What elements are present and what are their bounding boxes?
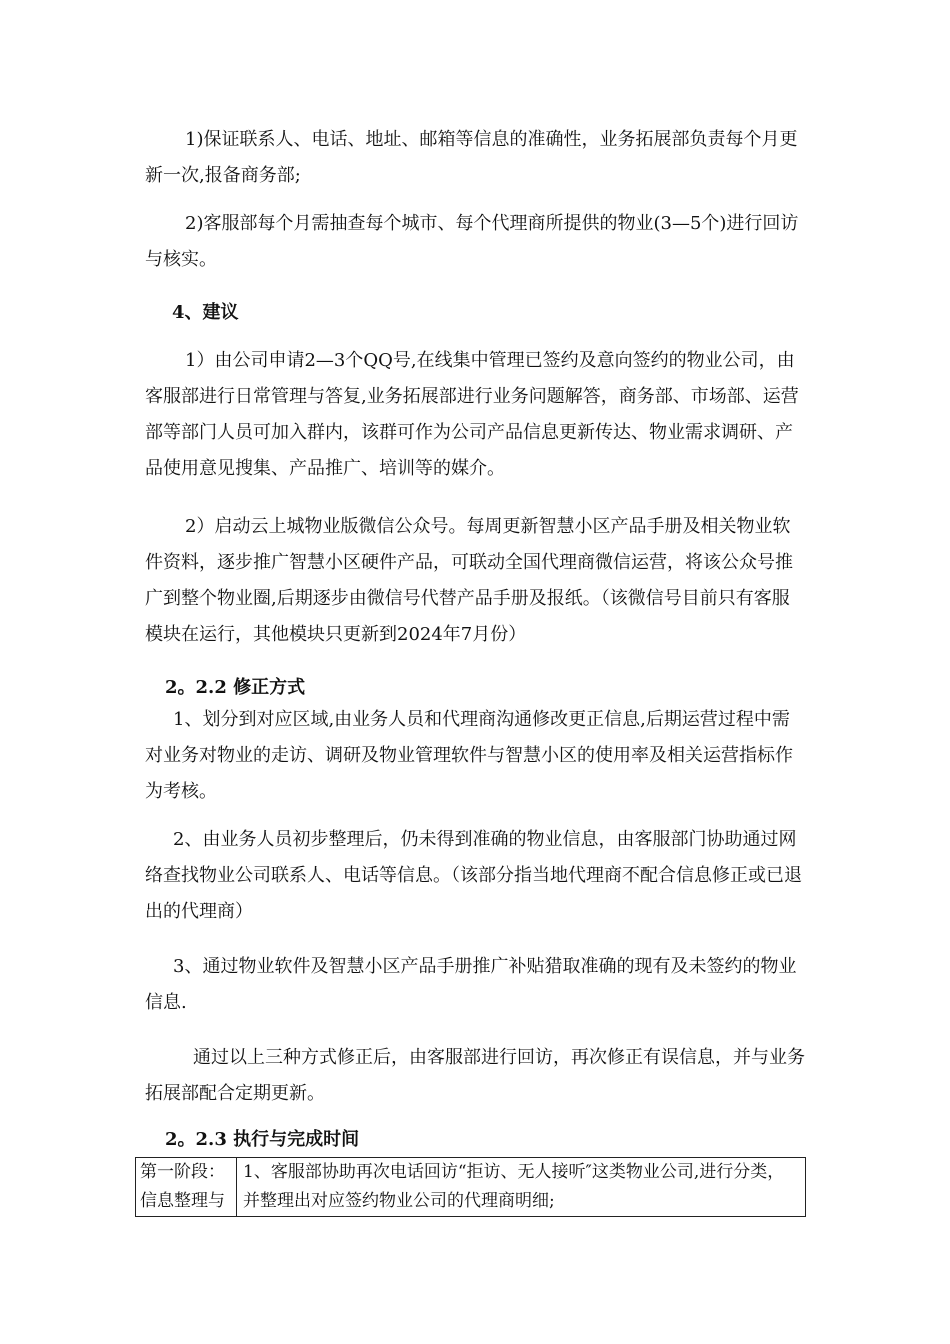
paragraph-method-1: 1、划分到对应区域,由业务人员和代理商沟通修改更正信息,后期运营过程中需对业务对物业的走访、调研及物业管理软件与智慧小区的使用率及相关运营指标作为考核。 [145,709,793,802]
schedule-table [135,1157,806,1217]
paragraph-summary: 通过以上三种方式修正后，由客服部进行回访，再次修正有误信息，并与业务拓展部配合定期更新。 [145,1047,805,1104]
paragraph-qq-groups: 1）由公司申请2—3个QQ号,在线集中管理已签约及意向签约的物业公司，由客服部进行日常管理与答复,业务拓展部进行业务问题解答，商务部、市场部、运营部等部门人员可加入群内，该群可作为公司产品信息更新传达、物业需求调研、产品使用意见搜集、产品推广、培训等的媒介。 [145,350,799,479]
paragraph-method-3: 3、通过物业软件及智慧小区产品手册推广补贴猎取准确的现有及未签约的物业信息. [145,956,797,1013]
section-heading-2-2-2: 2。2.2 修正方式 [165,677,306,698]
paragraph-spot-check: 2)客服部每个月需抽查每个城市、每个代理商所提供的物业(3—5个)进行回访与核实。 [145,213,799,270]
table-cell-task: 1、客服部协助再次电话回访“拒访、无人接听″这类物业公司,进行分类，并整理出对应签约物业公司的代理商明细; [237,1158,806,1217]
paragraph-info-accuracy: 1)保证联系人、电话、地址、邮箱等信息的准确性，业务拓展部负责每个月更新一次,报备商务部; [145,129,798,186]
paragraph-wechat-account: 2）启动云上城物业版微信公众号。每周更新智慧小区产品手册及相关物业软件资料，逐步推广智慧小区硬件产品，可联动全国代理商微信运营，将该公众号推广到整个物业圈,后期逐步由微信号代替产品手册及报纸。（该微信号目前只有客服模块在运行，其他模块只更新到2024年7月份） [145,516,793,645]
stage-label-line-1: 第一阶段： [140,1162,225,1182]
stage-label-line-2: 信息整理与 [140,1191,225,1211]
section-heading-2-2-3: 2。2.3 执行与完成时间 [165,1129,360,1150]
paragraph-method-2: 2、由业务人员初步整理后，仍未得到准确的物业信息，由客服部门协助通过网络查找物业公司联系人、电话等信息。（该部分指当地代理商不配合信息修正或已退出的代理商） [145,829,802,922]
table-cell-stage [136,1158,237,1217]
section-heading-suggestions: 4、建议 [172,302,239,323]
table-row [136,1158,806,1217]
